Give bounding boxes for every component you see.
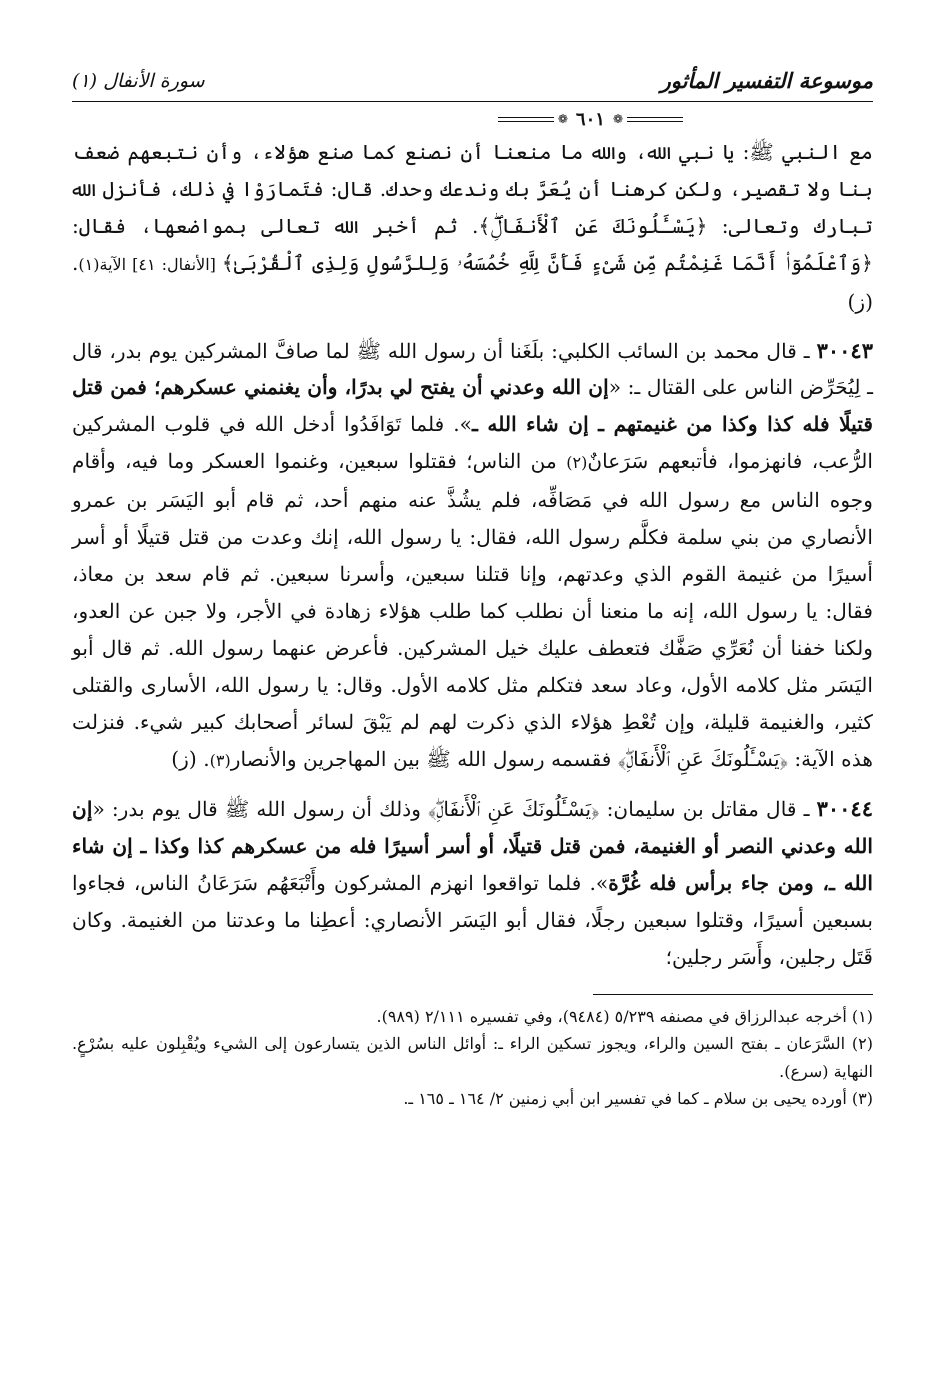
footnote-reference: (٣)	[209, 750, 231, 770]
footnote-reference: [الأنفال: ٤١] الآية	[99, 254, 222, 274]
text-run: ـ قال مقاتل بن سليمان:	[599, 797, 817, 822]
paragraph-continuation	[72, 134, 873, 321]
header-rule	[72, 101, 873, 102]
surah-title: سورة الأنفال (١)	[72, 70, 205, 92]
entry-number: ٣٠٠٤٣	[816, 337, 873, 363]
text-run: مع النبي ﷺ: يا نبي الله، والله ما منعنا أن نصنع كما صنع هؤلاء، وأن نتبعهم ضعف بنا ولا تقصير، ولكن كرهنا أن يُعَرَّ بك وندعك وحدك. قال: فتَمارَوْا في ذلك، فأنزل الله تبارك وتعالى:	[72, 140, 874, 238]
hadith-quote: إن الله وعدني النصر أو الغنيمة، فمن قتل قتيلًا، أو أسر أسيرًا فله من عسكرهم كذا وكذا ـ إن شاء الله ـ، ومن جاء برأس فله غُرَّة	[72, 797, 873, 896]
ornament-icon-left: ❁	[557, 112, 568, 126]
ornament-line-left	[498, 117, 554, 122]
page	[72, 62, 873, 1342]
book-title: موسوعة التفسير المأثور	[660, 68, 873, 93]
text-run: ». فلما تواقعوا انهزم المشركون وأَتْبَعَهُم سَرَعَانُ الناس، فجاءوا بسبعين أسيرًا، وقتلوا سبعين رجلًا، فقال أبو اليَسَر الأنصاري: أعطِنا ما وعدتنا من الغنيمة. وكان قَتَل رجلين، وأَسَر رجلين؛	[72, 871, 873, 970]
text-run: ». فلما تَوَافَدُوا أدخل الله في قلوب المشركين الرُّعب، فانهزموا، فأتبعهم سَرَعانٌ	[72, 412, 873, 474]
footnote-rule	[593, 994, 873, 995]
quran-verse: ﴿يَسْـَٔلُونَكَ عَنِ ٱلْأَنفَالِۖ﴾	[617, 746, 788, 771]
text-run: ـ قال محمد بن السائب الكلبي: بلَغَنا أن رسول الله ﷺ لما صافَّ المشركين يوم بدر، قال ـ لِيُحَرِّض الناس على القتال ـ: «	[72, 338, 873, 400]
page-number-row	[72, 106, 873, 132]
ornament-icon-right: ❁	[612, 112, 623, 126]
quran-verse: ﴿وَٱعْلَمُوٓا۟ أَنَّمَا غَنِمْتُم مِّن شَىْءٍ فَأَنَّ لِلَّهِ خُمُسَهُۥ وَلِلرَّسُولِ وَلِذِى ٱلْقُرْبَىٰ﴾	[221, 250, 874, 275]
page-number: ٦٠١	[575, 108, 605, 130]
text-run: وذلك أن رسول الله ﷺ قال يوم بدر: «	[92, 797, 429, 822]
text-run: . (ز)	[171, 746, 210, 771]
hadith-quote: إن الله وعدني أن يفتح لي بدرًا، وأن يغنمني عسكرهم؛ فمن قتل قتيلًا فله كذا وكذا من غنيمتهم ـ إن شاء الله ـ	[72, 375, 873, 437]
ornament-line-right	[627, 117, 683, 122]
body-text	[72, 134, 873, 976]
quran-verse: ﴿يَسْـَٔلُونَكَ عَنِ ٱلْأَنفَالِۖ﴾	[428, 797, 600, 822]
entry-number: ٣٠٠٤٤	[816, 796, 873, 822]
footnote: (٣) أورده يحيى بن سلام ـ كما في تفسير ابن أبي زمنين ٢/ ١٦٤ ـ ١٦٥ ـ.	[403, 1089, 873, 1109]
hadith-entry	[72, 333, 873, 780]
quran-verse: ﴿يَسْـَٔلُونَكَ عَنِ ٱلْأَنفَالِۖ﴾	[478, 213, 708, 238]
text-run: فقسمه رسول الله ﷺ بين المهاجرين والأنصار	[230, 746, 618, 771]
footnote: (١) أخرجه عبدالرزاق في مصنفه ٥/٢٣٩ (٩٤٨٤)، وفي تفسيره ٢/١١١ (٩٨٩).	[376, 1006, 873, 1026]
footnote: (٢) السَّرَعان ـ بفتح السين والراء، ويجوز تسكين الراء ـ: أوائل الناس الذين يتسارعون إلى الشيء ويُقْبِلون عليه بسُرْعٍ. النهاية (سرع).	[72, 1034, 873, 1081]
hadith-entry	[72, 791, 873, 976]
running-header	[72, 62, 873, 102]
footnotes	[72, 1003, 873, 1113]
footnote-reference: (١)	[78, 254, 100, 274]
text-run: . (ز)	[72, 250, 873, 314]
text-run: من الناس؛ فقتلوا سبعين، وغنموا العسكر وما فيه، وأقام وجوه الناس مع رسول الله في مَصَافِّه، فلم يشُذَّ عنه منهم أحد، ثم قام أبو اليَسَر بن عمرو الأنصاري من بني سلمة فكلَّم رسول الله، فقال: يا رسول الله، إنك وعدت من قتل قتيلًا أو أسر أسيرًا من غنيمة القوم الذي وعدتهم، وإنا قتلنا سبعين، وأسرنا سبعين. ثم قام سعد بن معاذ، فقال: يا رسول الله، إنه ما منعنا أن نطلب كما طلب هؤلاء زهادة في الأجر، ولا جبن عن العدو، ولكنا خفنا أن نُعَرِّي صَفَّك فتعطف عليك خيل المشركين. فأعرض عنهما رسول الله. ثم قال أبو اليَسَر مثل كلامه الأول، وعاد سعد فتكلم مثل كلامه الأول. وقال: يا رسول الله، الأسارى والقتلى كثير، والغنيمة قليلة، وإن تُعْطِ هؤلاء الذي ذكرت لهم لم يَبْقَ لسائر أصحابك كبير شيء. فنزلت هذه الآية:	[72, 449, 873, 771]
footnote-reference: (٢)	[566, 453, 588, 473]
text-run: . ثم أخبر الله تعالى بمواضعها، فقال:	[72, 213, 479, 238]
